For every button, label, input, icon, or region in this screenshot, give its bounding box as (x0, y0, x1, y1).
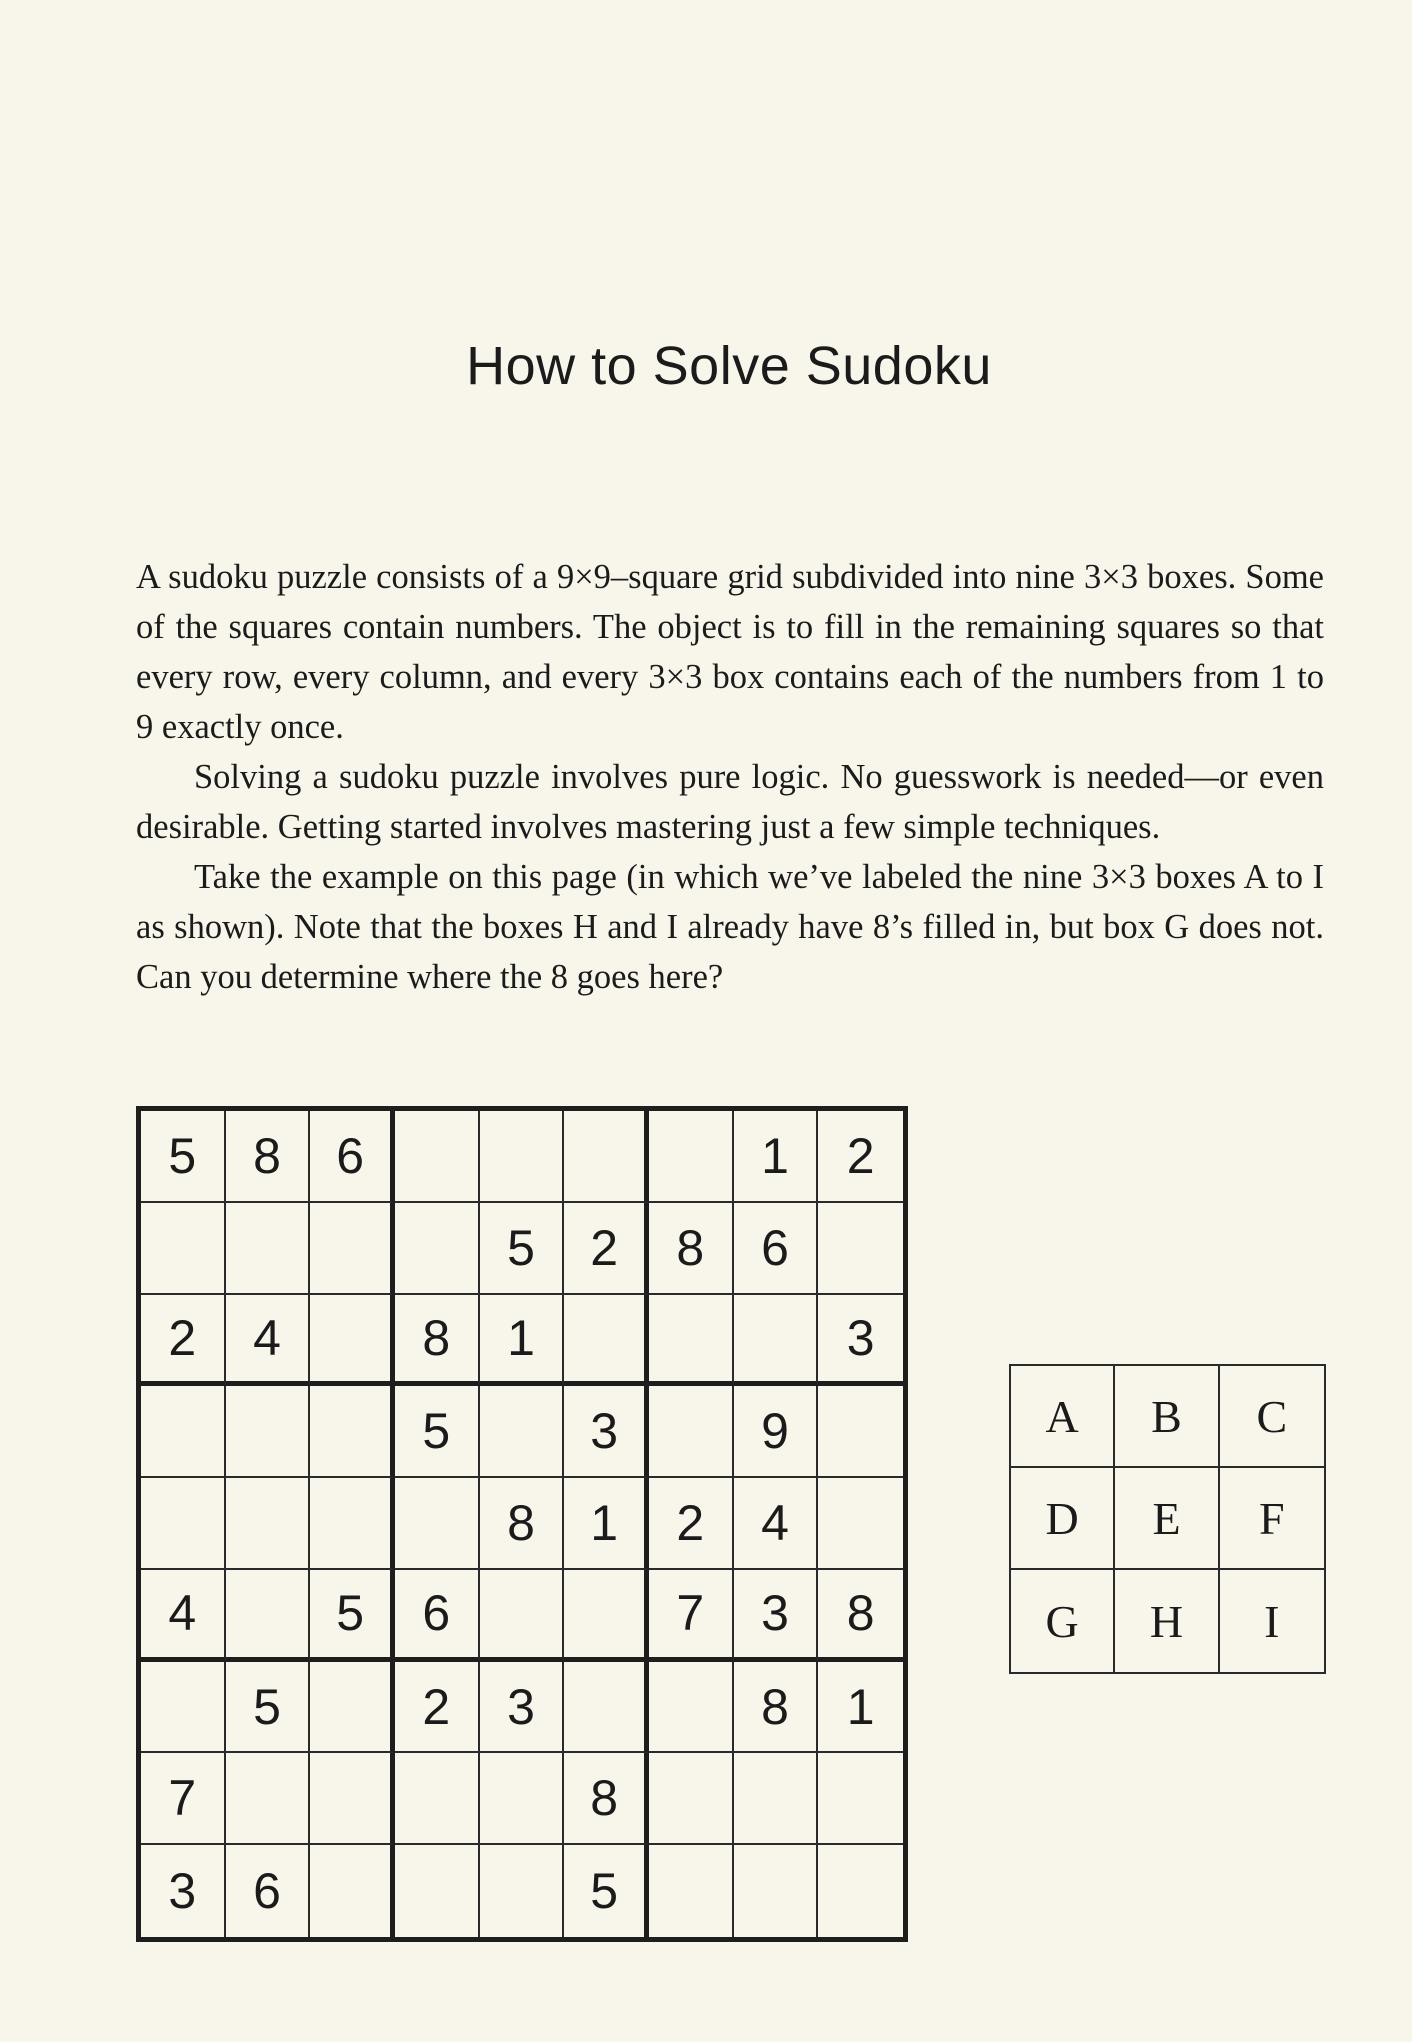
sudoku-cell-r5c4 (395, 1478, 480, 1570)
sudoku-cell-r2c6: 2 (564, 1203, 649, 1295)
sudoku-cell-r1c5 (480, 1111, 565, 1203)
sudoku-cell-r2c3 (310, 1203, 395, 1295)
sudoku-cell-r7c2: 5 (226, 1662, 311, 1754)
sudoku-cell-r8c2 (226, 1753, 311, 1845)
sudoku-cell-r9c9 (818, 1845, 903, 1937)
sudoku-cell-r8c6: 8 (564, 1753, 649, 1845)
sudoku-cell-r1c3: 6 (310, 1111, 395, 1203)
sudoku-cell-r7c9: 1 (818, 1662, 903, 1754)
sudoku-cell-r8c4 (395, 1753, 480, 1845)
sudoku-cell-r4c1 (141, 1386, 226, 1478)
box-label: I (1264, 1595, 1280, 1647)
sudoku-cell-r2c5: 5 (480, 1203, 565, 1295)
sudoku-cell-r3c7 (649, 1295, 734, 1387)
sudoku-cell-r5c1 (141, 1478, 226, 1570)
sudoku-cell-r2c1 (141, 1203, 226, 1295)
sudoku-cell-r4c5 (480, 1386, 565, 1478)
sudoku-cell-r5c9 (818, 1478, 903, 1570)
sudoku-cell-r7c3 (310, 1662, 395, 1754)
sudoku-cell-r6c5 (480, 1570, 565, 1662)
sudoku-cell-r7c5: 3 (480, 1662, 565, 1754)
sudoku-grid (136, 1106, 908, 1942)
sudoku-cell-r3c1: 2 (141, 1295, 226, 1387)
sudoku-cell-r9c4 (395, 1845, 480, 1937)
sudoku-cell-r5c8: 4 (734, 1478, 819, 1570)
sudoku-cell-r6c2 (226, 1570, 311, 1662)
sudoku-cell-r4c6: 3 (564, 1386, 649, 1478)
sudoku-cell-r8c9 (818, 1753, 903, 1845)
box-label-diagram (1009, 1364, 1326, 1674)
paragraph-1: A sudoku puzzle consists of a 9×9–square grid subdivided into nine 3×3 boxes. Some of the squares contain numbers. The object is to fill in the remaining squares so that every row, every column, and every 3×3 box contains each of the numbers from 1 to 9 exactly once. (136, 558, 1324, 746)
sudoku-cell-r6c3: 5 (310, 1570, 395, 1662)
sudoku-cell-r9c6: 5 (564, 1845, 649, 1937)
sudoku-cell-r2c8: 6 (734, 1203, 819, 1295)
sudoku-cell-r6c1: 4 (141, 1570, 226, 1662)
sudoku-cell-r8c5 (480, 1753, 565, 1845)
sudoku-cell-r7c4: 2 (395, 1662, 480, 1754)
box-label: C (1220, 1366, 1324, 1468)
sudoku-cell-r7c1 (141, 1662, 226, 1754)
sudoku-cell-r7c8: 8 (734, 1662, 819, 1754)
sudoku-cell-r6c7: 7 (649, 1570, 734, 1662)
sudoku-cell-r3c6 (564, 1295, 649, 1387)
paragraph-3: Take the example on this page (in which we’ve labeled the nine 3×3 boxes A to I as shown). Note that the boxes H and I already have 8’s filled in, but box G does not. Can you determine where the 8 goes here? (136, 858, 1324, 996)
sudoku-cell-r2c2 (226, 1203, 311, 1295)
sudoku-cell-r4c8: 9 (734, 1386, 819, 1478)
sudoku-cell-r4c9 (818, 1386, 903, 1478)
sudoku-cell-r6c4: 6 (395, 1570, 480, 1662)
page-title: How to Solve Sudoku (466, 336, 992, 396)
sudoku-cell-r5c3 (310, 1478, 395, 1570)
sudoku-cell-r3c9: 3 (818, 1295, 903, 1387)
sudoku-cell-r7c6 (564, 1662, 649, 1754)
sudoku-cell-r5c7: 2 (649, 1478, 734, 1570)
paragraph-2: Solving a sudoku puzzle involves pure logic. No guesswork is needed—or even desirable. Getting started involves mastering just a few simple techniques. (136, 758, 1324, 846)
sudoku-cell-r8c1: 7 (141, 1753, 226, 1845)
sudoku-cell-r2c9 (818, 1203, 903, 1295)
sudoku-cell-r2c7: 8 (649, 1203, 734, 1295)
box-label: G (1011, 1570, 1115, 1672)
sudoku-cell-r7c7 (649, 1662, 734, 1754)
box-label: B (1115, 1366, 1219, 1468)
sudoku-cell-r3c5: 1 (480, 1295, 565, 1387)
sudoku-cell-r4c7 (649, 1386, 734, 1478)
sudoku-cell-r9c2: 6 (226, 1845, 311, 1937)
sudoku-cell-r8c8 (734, 1753, 819, 1845)
box-label: H (1115, 1570, 1219, 1672)
sudoku-cell-r4c2 (226, 1386, 311, 1478)
sudoku-cell-r9c3 (310, 1845, 395, 1937)
sudoku-cell-r5c2 (226, 1478, 311, 1570)
sudoku-cell-r4c4: 5 (395, 1386, 480, 1478)
box-label: D (1011, 1468, 1115, 1570)
box-label: E (1115, 1468, 1219, 1570)
sudoku-cell-r9c5 (480, 1845, 565, 1937)
sudoku-cell-r3c2: 4 (226, 1295, 311, 1387)
sudoku-cell-r1c6 (564, 1111, 649, 1203)
sudoku-cell-r9c7 (649, 1845, 734, 1937)
body-text (136, 552, 1324, 1002)
sudoku-cell-r6c9: 8 (818, 1570, 903, 1662)
sudoku-cell-r1c8: 1 (734, 1111, 819, 1203)
box-label: F (1220, 1468, 1324, 1570)
sudoku-cell-r1c4 (395, 1111, 480, 1203)
sudoku-cell-r1c2: 8 (226, 1111, 311, 1203)
sudoku-cell-r9c8 (734, 1845, 819, 1937)
box-label: A (1011, 1366, 1115, 1468)
sudoku-cell-r5c6: 1 (564, 1478, 649, 1570)
sudoku-cell-r5c5: 8 (480, 1478, 565, 1570)
sudoku-cell-r2c4 (395, 1203, 480, 1295)
sudoku-cell-r6c8: 3 (734, 1570, 819, 1662)
sudoku-cell-r8c3 (310, 1753, 395, 1845)
sudoku-cell-r3c3 (310, 1295, 395, 1387)
sudoku-cell-r1c1: 5 (141, 1111, 226, 1203)
sudoku-cell-r8c7 (649, 1753, 734, 1845)
sudoku-cell-r4c3 (310, 1386, 395, 1478)
sudoku-cell-r3c8 (734, 1295, 819, 1387)
sudoku-cell-r6c6 (564, 1570, 649, 1662)
sudoku-cell-r3c4: 8 (395, 1295, 480, 1387)
sudoku-cell-r9c1: 3 (141, 1845, 226, 1937)
sudoku-cell-r1c9: 2 (818, 1111, 903, 1203)
sudoku-cell-r1c7 (649, 1111, 734, 1203)
